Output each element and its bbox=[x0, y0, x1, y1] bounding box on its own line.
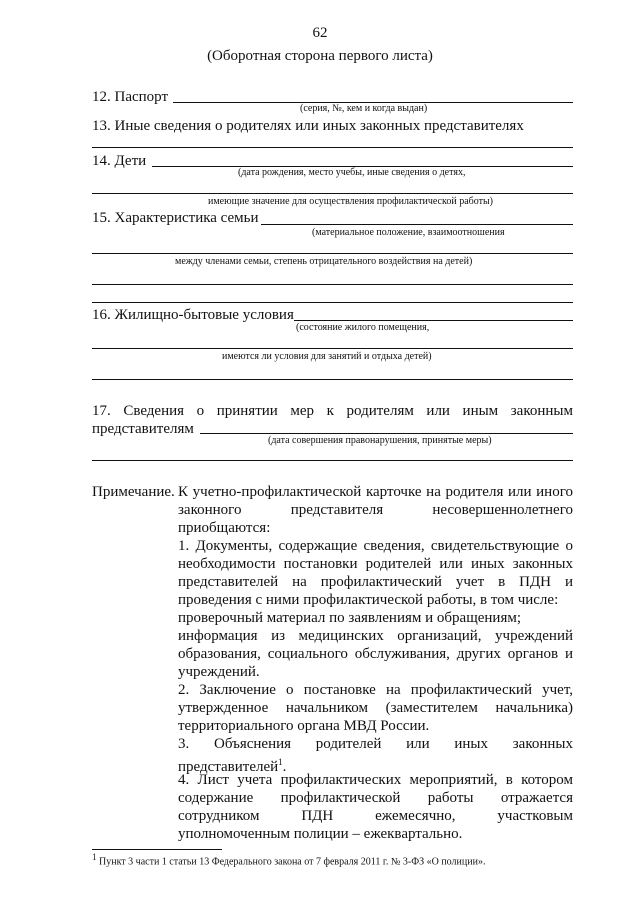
note-line: К учетно-профилактической карточке на родителя или иного bbox=[178, 484, 573, 500]
field-14-label: 14. Дети bbox=[92, 153, 147, 169]
field-17-label-line-1: 17. Сведения о принятии мер к родителям или иным законным bbox=[92, 403, 573, 419]
field-17-label-line-2: представителям bbox=[92, 421, 194, 437]
note-period: . bbox=[282, 759, 287, 775]
note-line: законного представителя несовершеннолетнего bbox=[178, 502, 573, 518]
field-16-hint-1: (состояние жилого помещения, bbox=[296, 322, 430, 333]
note-line: приобщаются: bbox=[178, 520, 271, 536]
footnote-text: Пункт 3 части 1 статьи 13 Федерального закона от 7 февраля 2011 г. № 3-ФЗ «О полиции». bbox=[99, 856, 486, 868]
note-line: территориального органа МВД России. bbox=[178, 718, 430, 734]
field-13-line[interactable] bbox=[92, 147, 573, 148]
field-15-hint-1: (материальное положение, взаимоотношения bbox=[312, 227, 505, 238]
page-subtitle: (Оборотная сторона первого листа) bbox=[207, 48, 433, 64]
note-line-text: представителей bbox=[178, 759, 279, 775]
footnote-ref[interactable]: 1 bbox=[278, 757, 283, 767]
note-line: проверочный материал по заявлениям и обращениям; bbox=[178, 610, 522, 626]
note-line: представителей на профилактический учет в ПДН и bbox=[178, 574, 573, 590]
field-14-hint-2: имеющие значение для осуществления профилактической работы) bbox=[208, 196, 494, 207]
field-15-label: 15. Характеристика семьи bbox=[92, 210, 259, 226]
note-line: проведения с ними профилактической работы, в том числе: bbox=[178, 592, 559, 608]
field-13-label: 13. Иные сведения о родителях или иных законных представителях bbox=[92, 118, 524, 134]
footnote-mark: 1 bbox=[92, 852, 97, 862]
page-number: 62 bbox=[312, 25, 328, 41]
note-title: Примечание. bbox=[92, 484, 175, 500]
note-line: 1. Документы, содержащие сведения, свидетельствующие о bbox=[178, 538, 573, 554]
field-15-line-1[interactable] bbox=[261, 224, 573, 225]
note-line: учреждений. bbox=[178, 664, 260, 680]
note-line: утвержденное начальником (заместителем начальника) bbox=[178, 700, 573, 716]
note-line: образования, социального обслуживания, других органов и bbox=[178, 646, 573, 662]
field-16-line-3[interactable] bbox=[92, 379, 573, 380]
footnote-separator bbox=[92, 849, 222, 850]
field-15-hint-2: между членами семьи, степень отрицательного воздействия на детей) bbox=[175, 256, 473, 267]
note-line: содержание профилактической работы отражается bbox=[178, 790, 573, 806]
note-line: необходимости постановки родителей или иных законных bbox=[178, 556, 573, 572]
field-12-label: 12. Паспорт bbox=[92, 89, 169, 105]
field-14-hint-1: (дата рождения, место учебы, иные сведения о детях, bbox=[238, 167, 466, 178]
field-16-label: 16. Жилищно-бытовые условия bbox=[92, 307, 294, 323]
note-line: уполномоченным полиции – ежеквартально. bbox=[178, 826, 463, 842]
field-14-line-2[interactable] bbox=[92, 193, 573, 194]
field-15-line-4[interactable] bbox=[92, 302, 573, 303]
note-line: 4. Лист учета профилактических мероприятий, в котором bbox=[178, 772, 573, 788]
field-16-hint-2: имеются ли условия для занятий и отдыха детей) bbox=[222, 351, 432, 362]
footnote bbox=[92, 852, 485, 867]
note-line: 2. Заключение о постановке на профилактический учет, bbox=[178, 682, 573, 698]
note-line: 3. Объяснения родителей или иных законных bbox=[178, 736, 573, 752]
field-12-hint: (серия, №, кем и когда выдан) bbox=[300, 103, 428, 114]
field-15-line-3[interactable] bbox=[92, 284, 573, 285]
field-15-line-2[interactable] bbox=[92, 253, 573, 254]
note-line: сотрудником ПДН ежемесячно, участковым bbox=[178, 808, 573, 824]
field-16-line-2[interactable] bbox=[92, 348, 573, 349]
field-17-line-1[interactable] bbox=[200, 433, 573, 434]
field-17-hint: (дата совершения правонарушения, принятые меры) bbox=[268, 435, 492, 446]
note-line: информация из медицинских организаций, учреждений bbox=[178, 628, 573, 644]
field-17-line-2[interactable] bbox=[92, 460, 573, 461]
field-16-line-1[interactable] bbox=[294, 320, 573, 321]
